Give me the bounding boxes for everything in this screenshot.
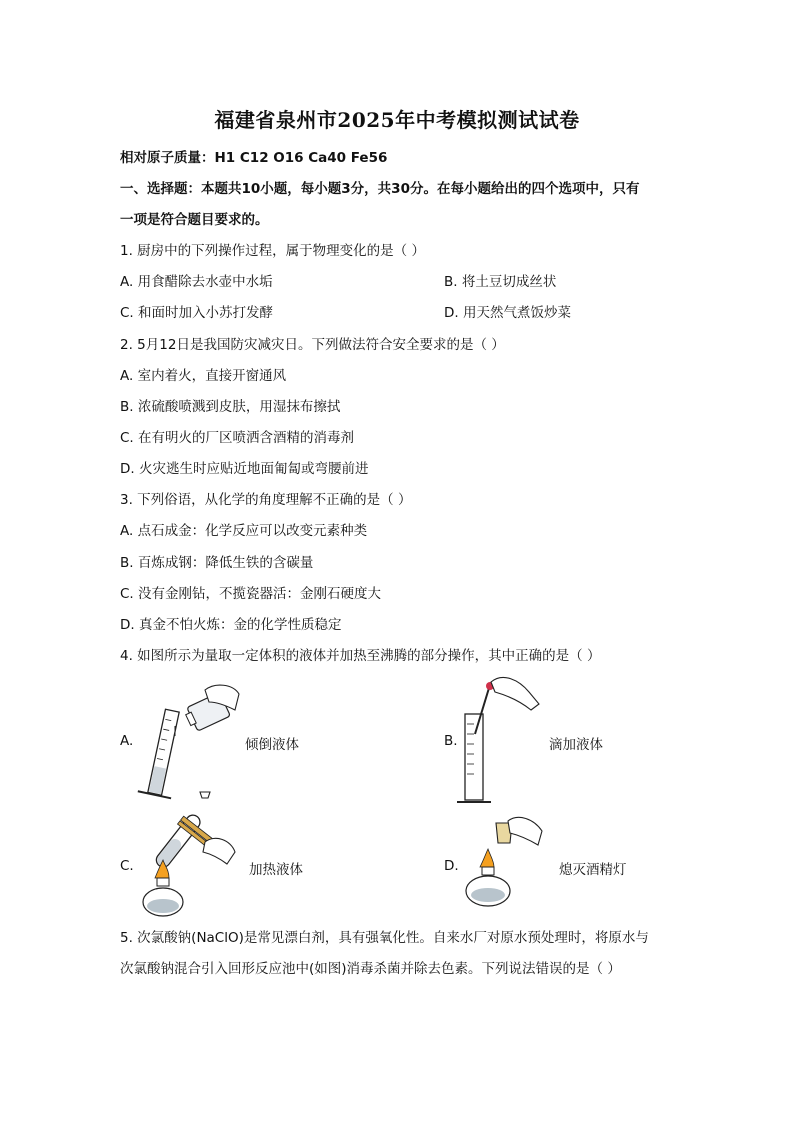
q4-option-d-letter: D. — [444, 858, 459, 874]
section-instructions-line2: 一项是符合题目要求的。 — [120, 212, 269, 228]
q3-option-a: A. 点石成金：化学反应可以改变元素种类 — [120, 523, 368, 539]
extinguish-lamp-figure — [458, 815, 548, 915]
q4-option-b-letter: B. — [444, 733, 458, 749]
pouring-liquid-figure — [135, 680, 245, 805]
atomic-mass-line: 相对原子质量：H1 C12 O16 Ca40 Fe56 — [120, 150, 388, 166]
heating-liquid-figure — [135, 810, 245, 920]
q3-option-c: C. 没有金刚钻，不揽瓷器活：金刚石硬度大 — [120, 586, 382, 602]
q4-option-b-label: 滴加液体 — [549, 737, 603, 753]
q4-option-a-label: 倾倒液体 — [245, 737, 299, 753]
q4-option-d-label: 熄灭酒精灯 — [559, 862, 627, 878]
q2-option-c: C. 在有明火的厂区喷洒含酒精的消毒剂 — [120, 430, 355, 446]
q3-stem: 3. 下列俗语，从化学的角度理解不正确的是（ ） — [120, 492, 412, 508]
section-instructions-line1: 一、选择题：本题共10小题，每小题3分，共30分。在每小题给出的四个选项中，只有 — [120, 181, 640, 197]
q3-option-b: B. 百炼成钢：降低生铁的含碳量 — [120, 555, 314, 571]
q1-option-a: A. 用食醋除去水壶中水垢 — [120, 274, 273, 290]
dropping-liquid-figure — [455, 674, 545, 809]
q4-option-c-letter: C. — [120, 858, 134, 874]
q1-stem: 1. 厨房中的下列操作过程，属于物理变化的是（ ） — [120, 243, 425, 259]
q5-stem-line1: 5. 次氯酸钠(NaClO)是常见漂白剂，具有强氧化性。自来水厂对原水预处理时，将原水与 — [120, 930, 649, 946]
q4-option-c-label: 加热液体 — [249, 862, 303, 878]
q2-option-b: B. 浓硫酸喷溅到皮肤，用湿抹布擦拭 — [120, 399, 341, 415]
q4-stem: 4. 如图所示为量取一定体积的液体并加热至沸腾的部分操作，其中正确的是（ ） — [120, 648, 601, 664]
q2-option-a: A. 室内着火，直接开窗通风 — [120, 368, 287, 384]
q1-option-c: C. 和面时加入小苏打发酵 — [120, 305, 274, 321]
q2-option-d: D. 火灾逃生时应贴近地面匍匐或弯腰前进 — [120, 461, 369, 477]
q2-stem: 2. 5月12日是我国防灾减灾日。下列做法符合安全要求的是（ ） — [120, 337, 505, 353]
q1-option-b: B. 将土豆切成丝状 — [444, 274, 557, 290]
q4-option-a-letter: A. — [120, 733, 134, 749]
q3-option-d: D. 真金不怕火炼：金的化学性质稳定 — [120, 617, 342, 633]
q1-option-d: D. 用天然气煮饭炒菜 — [444, 305, 571, 321]
page-title: 福建省泉州市2025年中考模拟测试试卷 — [214, 108, 580, 132]
q5-stem-line2: 次氯酸钠混合引入回形反应池中(如图)消毒杀菌并除去色素。下列说法错误的是（ ） — [120, 961, 621, 977]
